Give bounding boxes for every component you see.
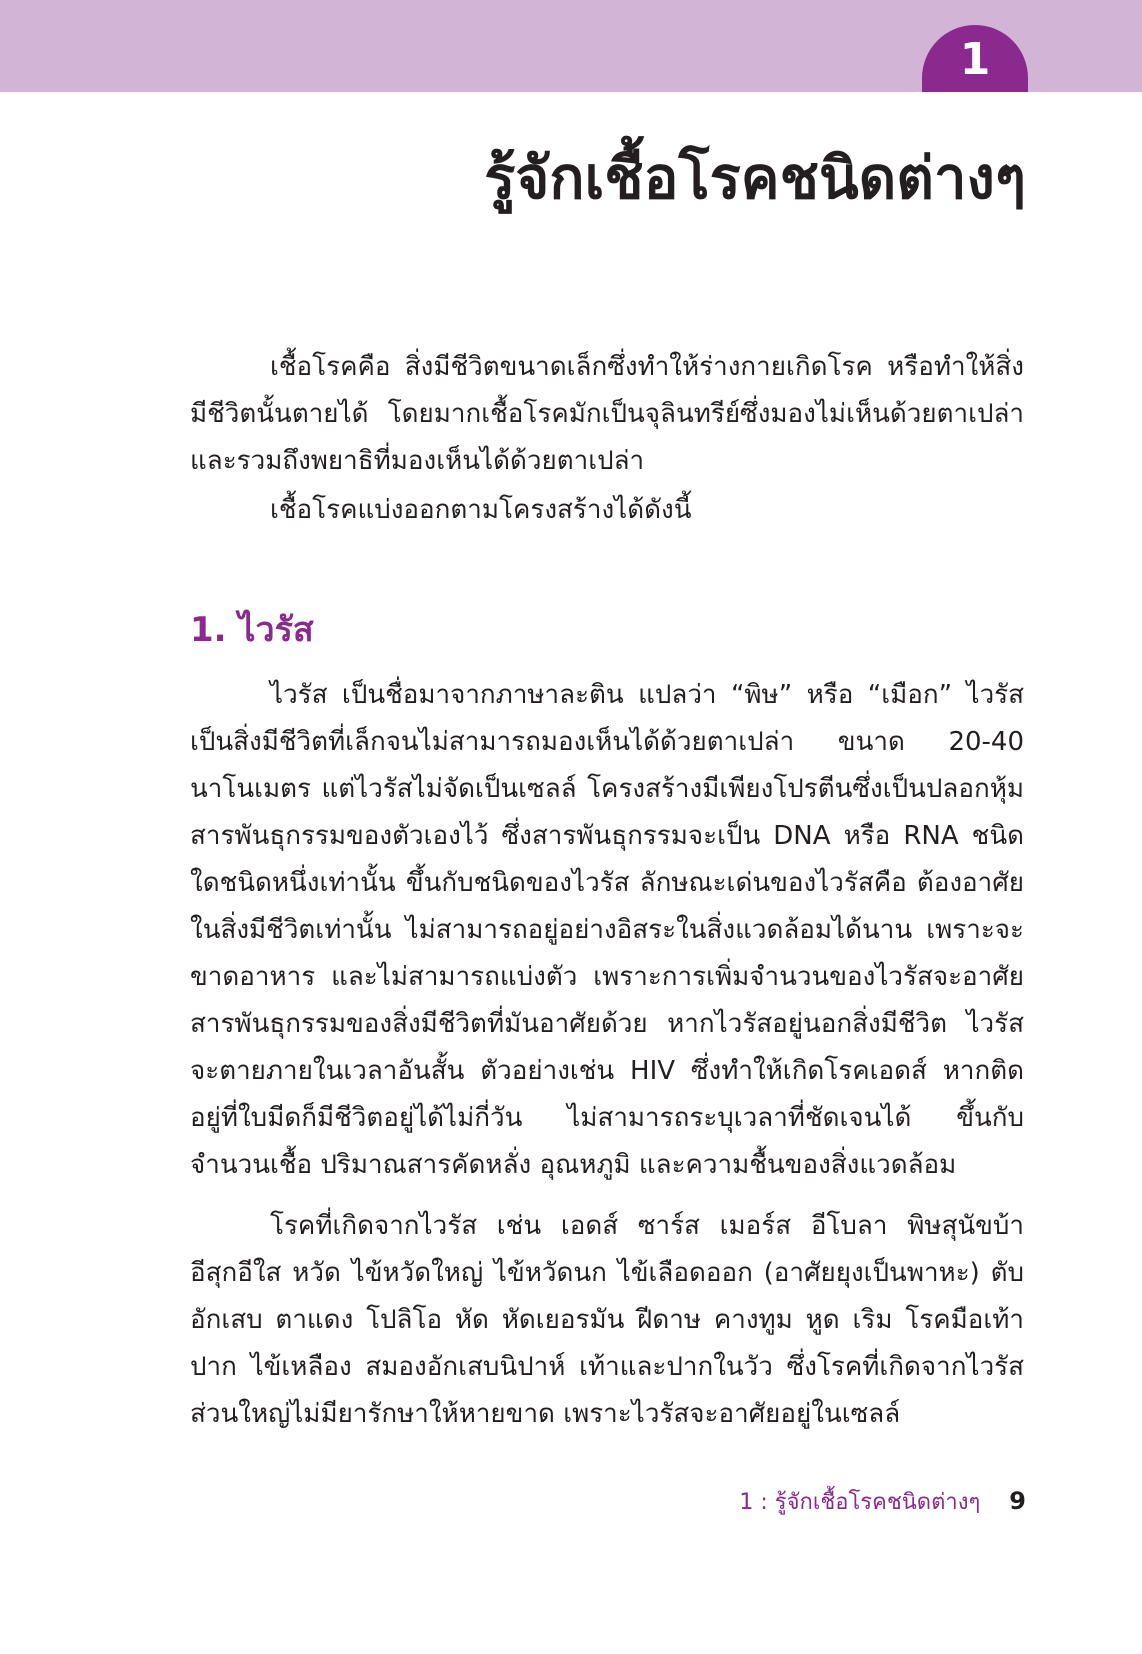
page-footer	[739, 1486, 1026, 1518]
chapter-number-badge: 1	[922, 25, 1028, 92]
chapter-title: รู้จักเชื้อโรคชนิดต่างๆ	[484, 144, 1026, 212]
intro-classification-sentence: เชื้อโรคแบ่งออกตามโครงสร้างได้ดังนี้	[270, 495, 692, 525]
section-heading-virus: 1. ไวรัส	[190, 610, 314, 650]
page-body	[190, 344, 1024, 1438]
page-number: 9	[1009, 1487, 1026, 1515]
virus-diseases-paragraph: โรคที่เกิดจากไวรัส เช่น เอดส์ ซาร์ส เมอร์ส อีโบลา พิษสุนัขบ้า อีสุกอีใส หวัด ไข้หวัดใหญ่ ไข้หวัดนก ไข้เลือดออก (อาศัยยุงเป็นพาหะ) ตับอักเสบ ตาแดง โปลิโอ หัด หัดเยอรมัน ฝีดาษ คางทูม หูด เริม โรคมือเท้าปาก ไข้เหลือง สมองอักเสบนิปาห์ เท้าและปากในวัว ซึ่งโรคที่เกิดจากไวรัสส่วนใหญ่ไม่มียารักษาให้หายขาด เพราะไวรัสจะอาศัยอยู่ในเซลล์	[190, 1211, 1024, 1429]
intro-paragraph: เชื้อโรคคือ สิ่งมีชีวิตขนาดเล็กซึ่งทำให้ร่างกายเกิดโรค หรือทำให้สิ่งมีชีวิตนั้นตายได้ โดยมากเชื้อโรคมักเป็นจุลินทรีย์ซึ่งมองไม่เห็นด้วยตาเปล่า และรวมถึงพยาธิที่มองเห็นได้ด้วยตาเปล่า	[190, 352, 1024, 476]
virus-description-paragraph: ไวรัส เป็นชื่อมาจากภาษาละติน แปลว่า “พิษ” หรือ “เมือก” ไวรัสเป็นสิ่งมีชีวิตที่เล็กจนไม่สามารถมองเห็นได้ด้วยตาเปล่า ขนาด 20-40 นาโนเมตร แต่ไวรัสไม่จัดเป็นเซลล์ โครงสร้างมีเพียงโปรตีนซึ่งเป็นปลอกหุ้มสารพันธุกรรมของตัวเองไว้ ซึ่งสารพันธุกรรมจะเป็น DNA หรือ RNA ชนิดใดชนิดหนึ่งเท่านั้น ขึ้นกับชนิดของไวรัส ลักษณะเด่นของไวรัสคือ ต้องอาศัยในสิ่งมีชีวิตเท่านั้น ไม่สามารถอยู่อย่างอิสระในสิ่งแวดล้อมได้นาน เพราะจะขาดอาหาร และไม่สามารถแบ่งตัว เพราะการเพิ่มจำนวนของไวรัสจะอาศัยสารพันธุกรรมของสิ่งมีชีวิตที่มันอาศัยด้วย หากไวรัสอยู่นอกสิ่งมีชีวิต ไวรัสจะตายภายในเวลาอันสั้น ตัวอย่างเช่น HIV ซึ่งทำให้เกิดโรคเอดส์ หากติดอยู่ที่ใบมีดก็มีชีวิตอยู่ได้ไม่กี่วัน ไม่สามารถระบุเวลาที่ชัดเจนได้ ขึ้นกับจำนวนเชื้อ ปริมาณสารคัดหลั่ง อุณหภูมิ และความชื้นของสิ่งแวดล้อม	[190, 680, 1024, 1180]
running-title: 1 : รู้จักเชื้อโรคชนิดต่างๆ	[739, 1490, 981, 1515]
